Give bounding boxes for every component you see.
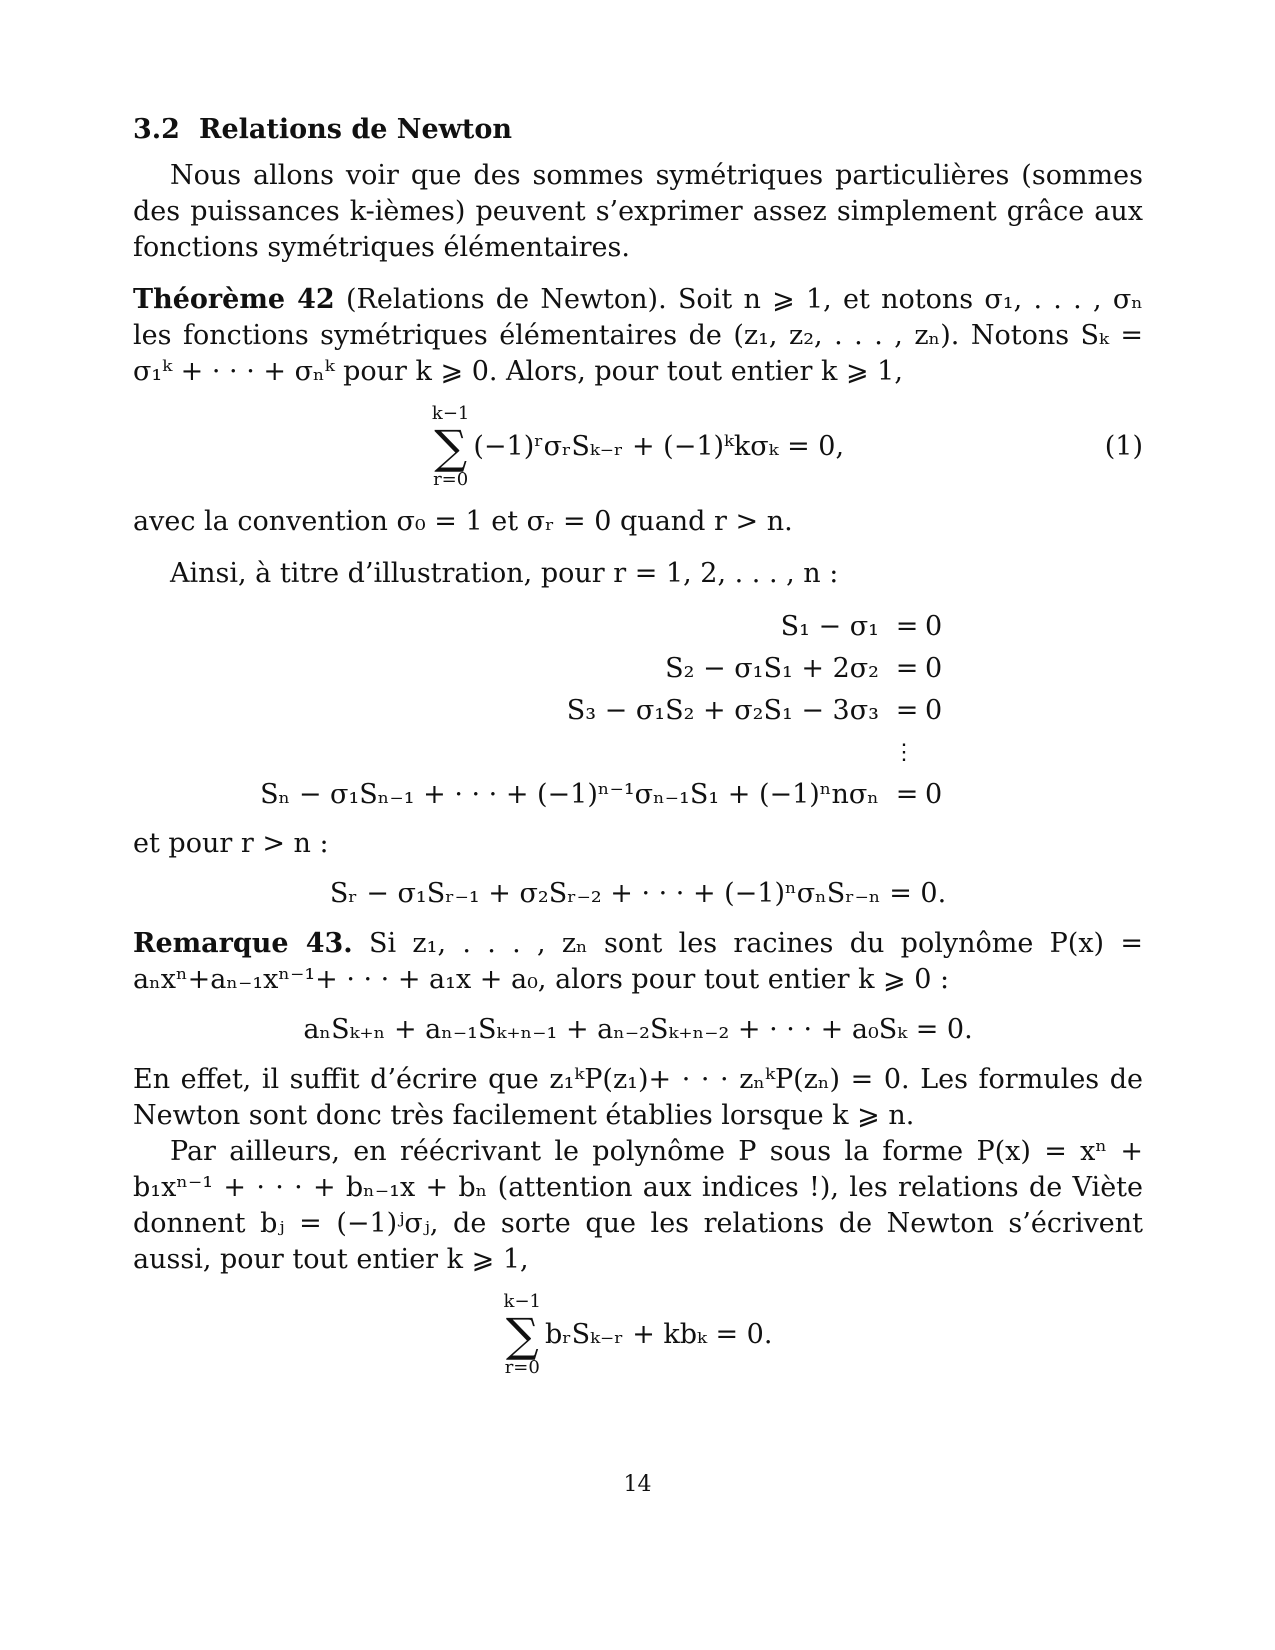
equation-rhs: 0	[925, 611, 943, 642]
equation-body: bᵣSₖ₋ᵣ + kbₖ = 0.	[544, 1319, 773, 1350]
equation-row	[133, 774, 1143, 816]
equation-body: (−1)ʳσᵣSₖ₋ᵣ + (−1)ᵏkσₖ = 0,	[473, 431, 845, 462]
sum-lower-limit: r=0	[504, 1357, 540, 1378]
equation-lhs: S₂ − σ₁S₁ + 2σ₂	[665, 653, 879, 684]
equation-number: (1)	[1104, 431, 1143, 462]
equation-rhs: 0	[925, 653, 943, 684]
equation-rhs: 0	[925, 695, 943, 726]
equation-relation: =	[895, 653, 919, 684]
equation-row	[133, 690, 1143, 732]
remark-paragraph	[133, 926, 1143, 998]
sum-symbol: ∑	[505, 1308, 539, 1362]
sum-operator	[432, 404, 469, 490]
sum-expression	[432, 404, 844, 490]
page-number: 14	[623, 1472, 652, 1497]
general-equation: Sᵣ − σ₁Sᵣ₋₁ + σ₂Sᵣ₋₂ + · · · + (−1)ⁿσₙSᵣ₋ₙ = 0.	[329, 878, 947, 909]
equation-relation: =	[895, 611, 919, 642]
equation-relation: =	[895, 695, 919, 726]
newton-equation	[133, 404, 1143, 490]
section-heading	[133, 112, 1143, 148]
equation-lhs: S₃ − σ₁S₂ + σ₂S₁ − 3σ₃	[566, 695, 879, 726]
equation-relation: =	[895, 779, 919, 810]
equation-row-vdots	[133, 732, 1143, 774]
equation-rhs: 0	[925, 779, 943, 810]
final-equation	[133, 1292, 1143, 1378]
section-number: 3.2	[133, 114, 180, 145]
illustration-intro: Ainsi, à titre d’illustration, pour r = 1, 2, . . . , n :	[170, 558, 839, 589]
remark-text: Si z₁, . . . , zₙ sont les racines du polynôme P(x) = aₙxⁿ+aₙ₋₁xⁿ⁻¹+ · · · + a₁x + a₀, alors pour tout entier k ⩾ 0 :	[133, 928, 1143, 995]
viete-paragraph: Par ailleurs, en réécrivant le polynôme P sous la forme P(x) = xⁿ + b₁xⁿ⁻¹ + · · · + bₙ₋₁x + bₙ (attention aux indices !), les relations de Viète donnent bⱼ = (−1)ʲσⱼ, de sorte que les relations de Newton s’écrivent aussi, pour tout entier k ⩾ 1,	[133, 1136, 1143, 1275]
equation-lhs: S₁ − σ₁	[780, 611, 879, 642]
equation-row	[133, 648, 1143, 690]
theorem-text: Soit n ⩾ 1, et notons σ₁, . . . , σₙ les fonctions symétriques élémentaires de (z₁, z₂, . . . , zₙ). Notons Sₖ = σ₁ᵏ + · · · + σₙᵏ pour k ⩾ 0. Alors, pour tout entier k ⩾ 1,	[133, 284, 1143, 387]
sum-lower-limit: r=0	[433, 469, 469, 490]
vertical-ellipsis: ⋮	[893, 740, 915, 765]
convention-text: avec la convention σ₀ = 1 et σᵣ = 0 quand r > n.	[133, 506, 793, 537]
sum-operator	[504, 1292, 541, 1378]
theorem-label: Théorème 42	[133, 284, 335, 315]
sum-upper-limit: k−1	[503, 1291, 541, 1312]
remark-equation: aₙSₖ₊ₙ + aₙ₋₁Sₖ₊ₙ₋₁ + aₙ₋₂Sₖ₊ₙ₋₂ + · · · + a₀Sₖ = 0.	[303, 1014, 973, 1045]
remark-label: Remarque 43.	[133, 928, 353, 959]
theorem-paragraph	[133, 282, 1143, 390]
sum-expression	[504, 1292, 773, 1378]
remark-explanation: En effet, il suffit d’écrire que z₁ᵏP(z₁)+ · · · zₙᵏP(zₙ) = 0. Les formules de Newton sont donc très facilement établies lorsque k ⩾ n.	[133, 1064, 1143, 1131]
sum-symbol: ∑	[434, 420, 468, 474]
equation-lhs: Sₙ − σ₁Sₙ₋₁ + · · · + (−1)ⁿ⁻¹σₙ₋₁S₁ + (−1)ⁿnσₙ	[260, 779, 879, 810]
sum-upper-limit: k−1	[431, 403, 470, 424]
equation-array	[133, 606, 1143, 816]
section-title: Relations de Newton	[199, 114, 513, 145]
theorem-name: (Relations de Newton).	[345, 284, 667, 315]
document-page	[133, 112, 1143, 1392]
equation-row	[133, 606, 1143, 648]
intro-paragraph: Nous allons voir que des sommes symétriques particulières (sommes des puissances k-ièmes) peuvent s’exprimer assez simplement grâce aux fonctions symétriques élémentaires.	[133, 160, 1143, 263]
after-text: et pour r > n :	[133, 828, 329, 859]
